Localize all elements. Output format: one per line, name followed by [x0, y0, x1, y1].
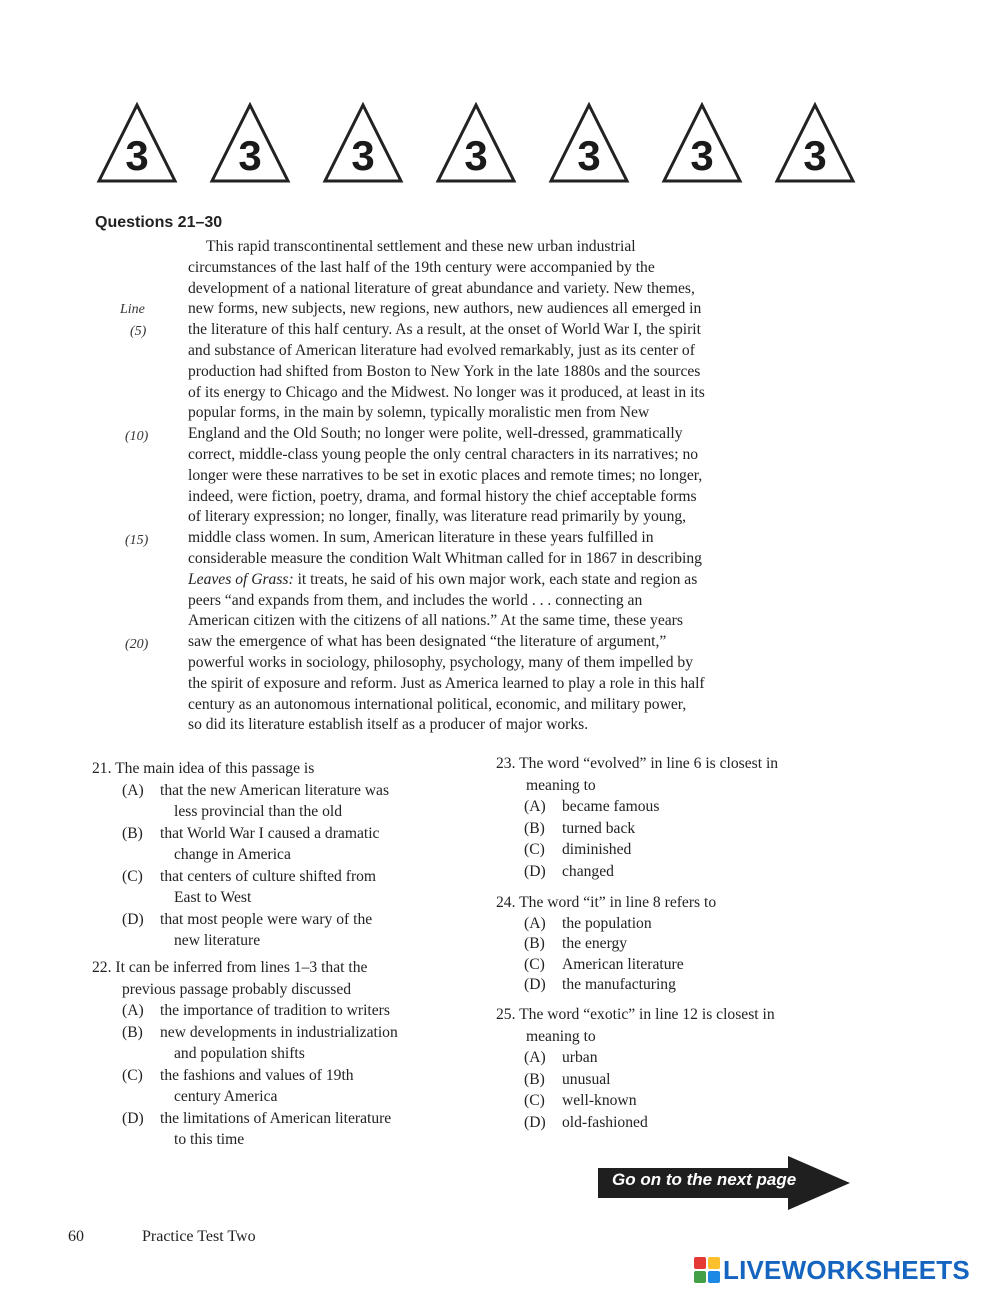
svg-text:3: 3: [351, 132, 375, 179]
passage-line: and substance of American literature had evolved remarkably, just as its center of: [188, 341, 695, 359]
question-22: [92, 957, 472, 1151]
option-letter: (B): [524, 819, 545, 837]
line-number-10: (10): [125, 429, 149, 444]
option-text: diminished: [562, 841, 632, 858]
option-letter: (D): [122, 910, 144, 928]
question-text: The word “it” in line 8 refers to: [519, 894, 717, 911]
passage-line: middle class women. In sum, American literature in these years fulfilled in: [188, 529, 654, 547]
option-letter: (C): [122, 1066, 143, 1084]
passage-line: [188, 570, 810, 591]
answer-option-c[interactable]: [524, 955, 846, 976]
section-3-marker: [435, 102, 517, 184]
question-stem: [496, 1004, 846, 1026]
passage-line: peers “and expands from them, and includes the world . . . connecting an: [188, 591, 643, 609]
question-stem-cont: meaning to: [526, 1027, 596, 1045]
option-letter: (C): [524, 1092, 545, 1109]
option-text: that most people were wary of the: [160, 910, 373, 928]
question-number: 25.: [496, 1006, 516, 1023]
option-text-cont: change in America: [174, 846, 291, 863]
question-stem: [496, 753, 846, 775]
option-text: that the new American literature was: [160, 781, 390, 799]
answer-option-d[interactable]: [122, 1108, 472, 1151]
passage-line: the literature of this half century. As a result, at the onset of World War I, the spirit: [188, 321, 701, 339]
question-text: The word “exotic” in line 12 is closest in: [519, 1006, 775, 1023]
passage-line: new forms, new subjects, new regions, new authors, new audiences all emerged in: [188, 300, 702, 318]
question-stem-cont: previous passage probably discussed: [122, 980, 352, 998]
line-number-20: (20): [125, 637, 149, 652]
next-page-label: Go on to the next page: [612, 1170, 797, 1189]
passage-line: correct, middle-class young people the only central characters in its narratives; no: [188, 445, 699, 463]
book-footer-title: Practice Test Two: [142, 1228, 256, 1245]
passage-line: popular forms, in the main by solemn, typically moralistic men from New: [188, 404, 650, 422]
option-letter: (C): [122, 867, 143, 885]
passage-line-text: it treats, he said of his own major work, each state and region as: [297, 570, 698, 588]
option-letter: (C): [524, 955, 545, 973]
option-text: well-known: [562, 1092, 637, 1109]
option-text-cont: East to West: [174, 889, 252, 906]
passage-line: of its energy to Chicago and the Midwest. No longer was it produced, at least in its: [188, 383, 705, 401]
svg-text:3: 3: [125, 132, 149, 179]
option-letter: (A): [122, 781, 144, 799]
passage-line: England and the Old South; no longer were polite, well-dressed, grammatically: [188, 425, 683, 443]
question-23: [496, 753, 846, 882]
answer-option-d[interactable]: [524, 1112, 846, 1134]
option-text: changed: [562, 862, 614, 880]
answer-option-c[interactable]: [524, 1090, 846, 1112]
logo-icon: [694, 1257, 720, 1283]
answer-option-d[interactable]: [524, 861, 846, 883]
section-3-marker: [661, 102, 743, 184]
answer-option-a[interactable]: [524, 1047, 846, 1069]
option-text-cont: century America: [174, 1088, 278, 1105]
passage-line: considerable measure the condition Walt Whitman called for in 1867 in describing: [188, 549, 702, 567]
option-letter: (D): [524, 976, 546, 993]
option-letter: (A): [524, 798, 546, 815]
option-text-cont: and population shifts: [174, 1045, 305, 1062]
question-number: 23.: [496, 755, 516, 772]
option-letter: (A): [524, 1049, 546, 1066]
svg-text:3: 3: [690, 132, 714, 179]
passage-line: longer were these narratives to be set in exotic places and remote times; no longer,: [188, 466, 703, 484]
answer-option-b[interactable]: [122, 1022, 472, 1065]
question-text: It can be inferred from lines 1–3 that the: [115, 959, 368, 976]
option-letter: (A): [122, 1002, 144, 1019]
option-text: American literature: [562, 955, 684, 973]
questions-heading: Questions 21–30: [95, 214, 223, 231]
passage-line: century as an autonomous international political, economic, and military power,: [188, 695, 687, 713]
answer-option-b[interactable]: [524, 818, 846, 840]
section-markers: [96, 102, 866, 192]
question-24: [496, 892, 846, 996]
book-title: Leaves of Grass:: [188, 570, 294, 588]
section-3-marker: [322, 102, 404, 184]
option-text: the importance of tradition to writers: [160, 1002, 390, 1019]
passage-line: American citizen with the citizens of all nations.” At the same time, these years: [188, 612, 683, 630]
question-stem: [92, 957, 472, 979]
option-text: the population: [562, 914, 652, 932]
question-stem: [92, 758, 462, 780]
question-number: 22.: [92, 959, 112, 976]
triangle-icon: [96, 102, 178, 184]
option-letter: (B): [122, 824, 143, 842]
passage-line: development of a national literature of great abundance and variety. New themes,: [188, 279, 695, 297]
option-letter: (D): [524, 862, 546, 880]
answer-option-b[interactable]: [122, 823, 462, 866]
passage-line: circumstances of the last half of the 19th century were accompanied by the: [188, 258, 655, 276]
option-text: old-fashioned: [562, 1113, 648, 1131]
question-21: [92, 758, 462, 952]
question-text: The main idea of this passage is: [115, 760, 315, 777]
line-label: Line: [120, 302, 145, 317]
option-text: that centers of culture shifted from: [160, 867, 377, 885]
next-page-button[interactable]: [598, 1156, 854, 1210]
option-text: turned back: [562, 819, 636, 837]
answer-option-b[interactable]: [524, 934, 846, 955]
option-text: the energy: [562, 935, 628, 952]
passage-line: indeed, were fiction, poetry, drama, and formal history the chief acceptable forms: [188, 487, 697, 505]
answer-option-c[interactable]: [122, 1065, 472, 1108]
question-stem: [496, 892, 846, 914]
option-text: the limitations of American literature: [160, 1109, 392, 1127]
question-number: 24.: [496, 894, 516, 911]
option-letter: (B): [122, 1023, 143, 1041]
triangle-icon: [774, 102, 856, 184]
answer-option-d[interactable]: [122, 909, 462, 952]
section-3-marker: [209, 102, 291, 184]
option-text-cont: less provincial than the old: [174, 803, 343, 820]
brand-name: LIVEWORKSHEETS: [723, 1254, 970, 1285]
answer-option-a[interactable]: [524, 914, 846, 935]
svg-text:3: 3: [577, 132, 601, 179]
passage-line: powerful works in sociology, philosophy, psychology, many of them impelled by: [188, 653, 693, 671]
section-3-marker: [96, 102, 178, 184]
option-letter: (A): [524, 914, 546, 932]
page-number: 60: [68, 1228, 84, 1245]
passage-line: saw the emergence of what has been designated “the literature of argument,”: [188, 633, 667, 651]
passage-line: so did its literature establish itself as a producer of major works.: [188, 716, 589, 734]
triangle-icon: [435, 102, 517, 184]
option-letter: (B): [524, 935, 545, 952]
question-stem-cont: meaning to: [526, 776, 596, 794]
passage-line: of literary expression; no longer, finally, was literature read primarily by young,: [188, 508, 687, 526]
passage-line: production had shifted from Boston to New York in the late 1880s and the sources: [188, 362, 701, 380]
answer-option-a[interactable]: [122, 1000, 472, 1022]
passage-line: This rapid transcontinental settlement and these new urban industrial: [206, 238, 636, 255]
section-3-marker: [774, 102, 856, 184]
line-number-5: (5): [130, 324, 147, 339]
answer-option-c[interactable]: [524, 839, 846, 861]
option-text: the manufacturing: [562, 976, 676, 993]
liveworksheets-logo: [694, 1254, 970, 1286]
option-text: became famous: [562, 798, 660, 815]
triangle-icon: [209, 102, 291, 184]
option-text: that World War I caused a dramatic: [160, 824, 380, 842]
option-letter: (D): [524, 1113, 546, 1131]
question-number: 21.: [92, 760, 112, 777]
section-3-marker: [548, 102, 630, 184]
option-text: new developments in industrialization: [160, 1023, 398, 1041]
option-text: the fashions and values of 19th: [160, 1066, 354, 1084]
option-text: unusual: [562, 1070, 611, 1088]
answer-option-d[interactable]: [524, 975, 846, 996]
answer-option-c[interactable]: [122, 866, 462, 909]
option-text-cont: new literature: [174, 932, 261, 949]
triangle-icon: [661, 102, 743, 184]
question-text: The word “evolved” in line 6 is closest in: [519, 755, 779, 772]
option-text: urban: [562, 1049, 598, 1066]
answer-option-a[interactable]: [524, 796, 846, 818]
triangle-icon: [548, 102, 630, 184]
line-number-15: (15): [125, 533, 149, 548]
reading-passage: [188, 237, 810, 736]
option-letter: (C): [524, 841, 545, 858]
option-letter: (B): [524, 1070, 545, 1088]
question-25: [496, 1004, 846, 1133]
svg-text:3: 3: [238, 132, 262, 179]
answer-option-a[interactable]: [122, 780, 462, 823]
passage-line: the spirit of exposure and reform. Just as America learned to play a role in this half: [188, 674, 705, 692]
answer-option-b[interactable]: [524, 1069, 846, 1091]
svg-text:3: 3: [803, 132, 827, 179]
svg-text:3: 3: [464, 132, 488, 179]
triangle-icon: [322, 102, 404, 184]
option-text-cont: to this time: [174, 1131, 245, 1148]
option-letter: (D): [122, 1109, 144, 1127]
